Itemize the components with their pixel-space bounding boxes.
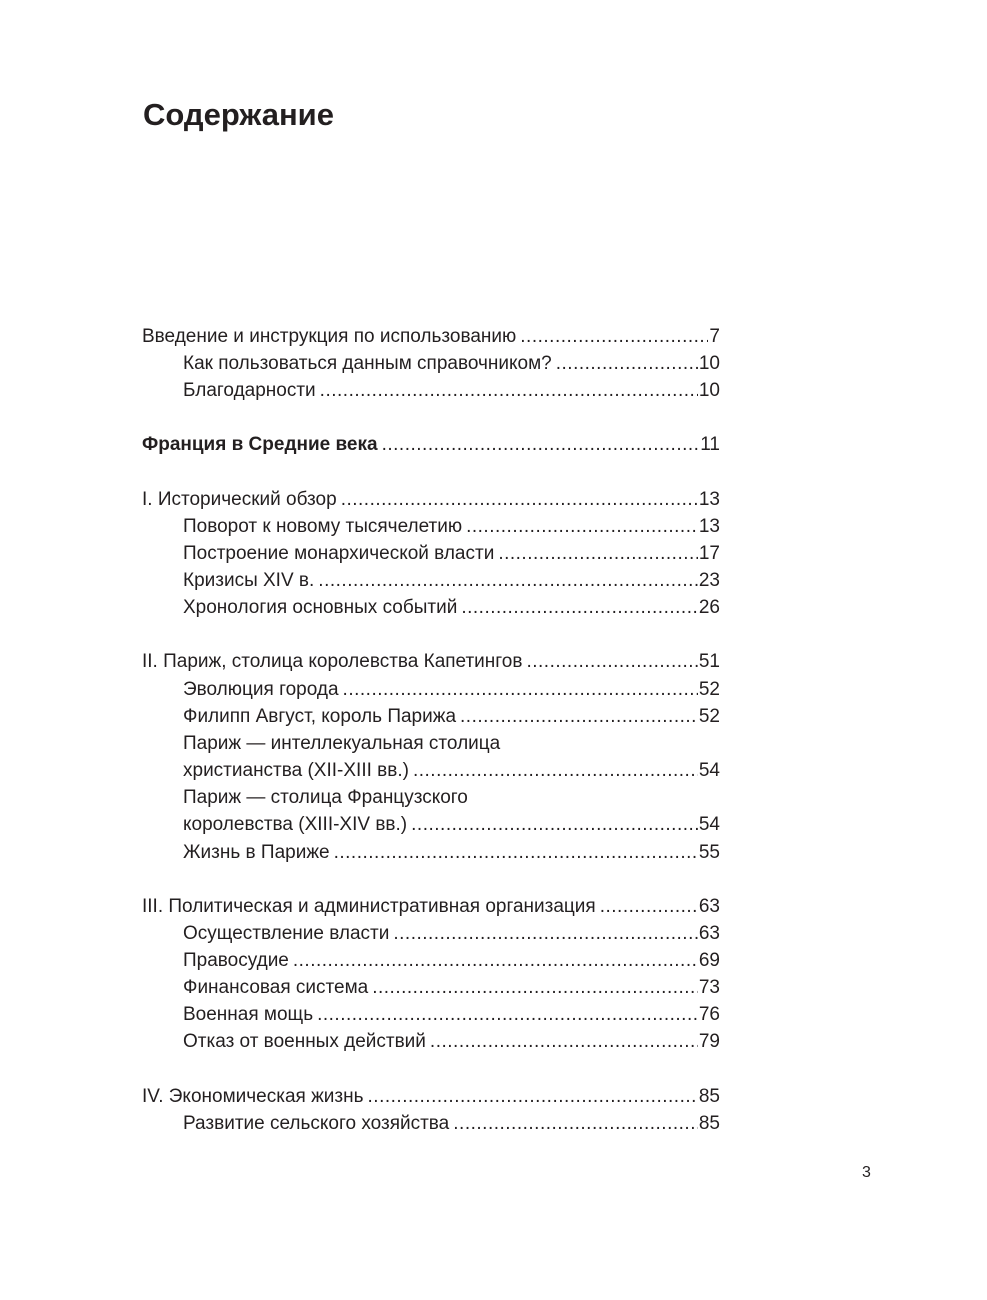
toc-leader-dots	[526, 648, 697, 675]
toc-entry-label: Благодарности	[183, 380, 316, 402]
toc-entry-section-2-2[interactable]	[142, 703, 720, 730]
toc-entry-label: Эволюция города	[183, 678, 339, 700]
toc-entry-section-4[interactable]	[142, 1083, 720, 1110]
toc-entry-label: IV. Экономическая жизнь	[142, 1085, 364, 1107]
toc-entry-label: Франция в Средние века	[142, 434, 378, 456]
toc-entry-label: Военная мощь	[183, 1004, 314, 1026]
toc-leader-dots	[393, 920, 698, 947]
toc-entry-label: I. Исторический обзор	[142, 488, 337, 510]
toc-gap	[142, 459, 720, 486]
toc-entry-label: Кризисы XIV в.	[183, 570, 315, 592]
toc-leader-dots	[320, 377, 698, 404]
toc-entry-section-2-4-line-1[interactable]: Париж — столица Французского	[183, 787, 468, 809]
toc-gap	[142, 1056, 720, 1083]
toc-leader-dots	[461, 594, 698, 621]
toc-page-number: 10	[698, 353, 720, 375]
toc-gap	[142, 621, 720, 648]
toc-page-number: 69	[698, 949, 720, 971]
table-of-contents	[142, 323, 720, 1137]
toc-entry-intro-thanks[interactable]	[142, 377, 720, 404]
toc-page-number: 85	[698, 1112, 720, 1134]
toc-entry-section-3-5[interactable]	[142, 1028, 720, 1055]
toc-leader-dots	[343, 676, 698, 703]
toc-page-number: 54	[698, 814, 720, 836]
toc-entry-label: Развитие сельского хозяйства	[183, 1112, 450, 1134]
toc-page-number: 85	[698, 1085, 720, 1107]
toc-leader-dots	[293, 947, 698, 974]
toc-leader-dots	[556, 350, 698, 377]
toc-page-number: 13	[698, 488, 720, 510]
toc-entry-label: Поворот к новому тысячелетию	[183, 515, 463, 537]
toc-entry-section-1[interactable]	[142, 486, 720, 513]
toc-entry-label: Как пользоваться данным справочником?	[183, 353, 552, 375]
toc-entry-section-1-1[interactable]	[142, 513, 720, 540]
toc-entry-label: Осуществление власти	[183, 922, 390, 944]
toc-entry-intro-how[interactable]	[142, 350, 720, 377]
toc-page-number: 73	[698, 977, 720, 999]
toc-entry-label: Филипп Август, король Парижа	[183, 705, 457, 727]
toc-entry-label: Отказ от военных действий	[183, 1031, 426, 1053]
toc-entry-label: христианства (XII-XIII вв.)	[183, 760, 409, 782]
toc-leader-dots	[382, 431, 700, 458]
toc-entry-france[interactable]	[142, 431, 720, 458]
toc-leader-dots	[460, 703, 698, 730]
toc-leader-dots	[453, 1110, 698, 1137]
toc-entry-section-3-1[interactable]	[142, 920, 720, 947]
toc-page-number: 55	[698, 841, 720, 863]
toc-leader-dots	[318, 567, 698, 594]
toc-leader-dots	[413, 757, 698, 784]
toc-entry-section-3-4[interactable]	[142, 1001, 720, 1028]
toc-entry-section-2-1[interactable]	[142, 676, 720, 703]
toc-entry-section-1-3[interactable]	[142, 567, 720, 594]
toc-page-number: 11	[700, 434, 720, 456]
toc-page-number: 26	[698, 597, 720, 619]
toc-gap	[142, 404, 720, 431]
toc-leader-dots	[430, 1028, 698, 1055]
toc-page-number: 54	[698, 760, 720, 782]
toc-entry-label: Жизнь в Париже	[183, 841, 330, 863]
toc-entry-label: Хронология основных событий	[183, 597, 458, 619]
toc-page-number: 63	[698, 922, 720, 944]
toc-entry-section-1-2[interactable]	[142, 540, 720, 567]
page-number: 3	[862, 1164, 871, 1181]
toc-page-number: 79	[698, 1031, 720, 1053]
toc-page-number: 51	[698, 651, 720, 673]
toc-entry-section-3-3[interactable]	[142, 974, 720, 1001]
toc-leader-dots	[317, 1001, 698, 1028]
toc-entry-label: III. Политическая и административная организация	[142, 895, 596, 917]
toc-page-number: 7	[709, 326, 720, 347]
toc-entry-section-2-3-line-1[interactable]: Париж — интеллекуальная столица	[183, 732, 501, 754]
toc-entry-section-2-4[interactable]	[142, 811, 720, 838]
toc-gap	[142, 866, 720, 893]
toc-page-number: 52	[698, 705, 720, 727]
toc-leader-dots	[334, 839, 698, 866]
toc-leader-dots	[368, 1083, 698, 1110]
toc-entry-label: Введение и инструкция по использованию	[142, 326, 517, 347]
toc-entry-label: Финансовая система	[183, 977, 369, 999]
toc-entry-section-4-1[interactable]	[142, 1110, 720, 1137]
toc-entry-section-2-5[interactable]	[142, 839, 720, 866]
toc-entry-label: королевства (XIII-XIV вв.)	[183, 814, 408, 836]
toc-entry-section-1-4[interactable]	[142, 594, 720, 621]
toc-entry-label: II. Париж, столица королевства Капетингов	[142, 651, 523, 673]
toc-page-number: 13	[698, 515, 720, 537]
toc-leader-dots	[520, 323, 708, 350]
toc-page-number: 10	[698, 380, 720, 402]
toc-entry-section-3-2[interactable]	[142, 947, 720, 974]
toc-leader-dots	[466, 513, 698, 540]
toc-leader-dots	[600, 893, 698, 920]
toc-page-number: 52	[698, 678, 720, 700]
toc-entry-section-3[interactable]	[142, 893, 720, 920]
toc-leader-dots	[341, 486, 698, 513]
toc-page-number: 63	[698, 895, 720, 917]
toc-leader-dots	[411, 811, 698, 838]
toc-entry-section-2[interactable]	[142, 648, 720, 675]
toc-entry-label: Правосудие	[183, 949, 289, 971]
toc-page-number: 76	[698, 1004, 720, 1026]
toc-page-number: 23	[698, 570, 720, 592]
toc-entry-intro[interactable]	[142, 323, 720, 350]
toc-page-number: 17	[698, 542, 720, 564]
toc-entry-label: Построение монархической власти	[183, 542, 495, 564]
toc-leader-dots	[498, 540, 698, 567]
page-title: Содержание	[143, 97, 334, 132]
toc-leader-dots	[372, 974, 698, 1001]
toc-entry-section-2-3[interactable]	[142, 757, 720, 784]
